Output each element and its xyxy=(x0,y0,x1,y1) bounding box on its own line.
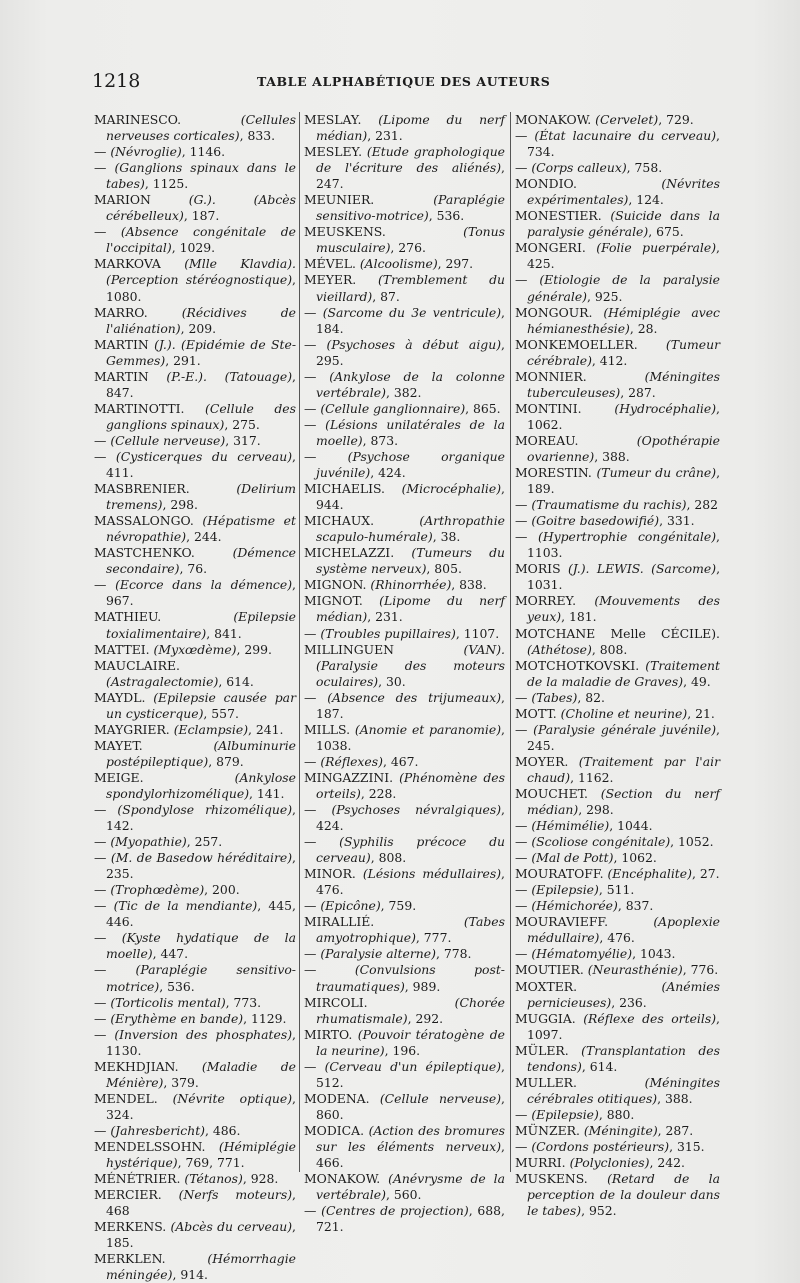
index-entry: — (Centres de projection), 688, 721. xyxy=(304,1203,505,1235)
index-entry: MOYER. (Traitement par l'air chaud), 1162. xyxy=(515,753,720,785)
index-entry: — (Epilepsie), 511. xyxy=(515,882,635,898)
index-entry: MORIS (J.). LEWIS. (Sarcome), 1031. xyxy=(515,561,721,593)
index-entry: — (Torticolis mental), 773. xyxy=(94,994,262,1010)
column-divider xyxy=(299,112,300,1172)
index-entry: — (Ankylose de la colonne vertébrale), 382. xyxy=(304,368,505,400)
index-entry: MATTEI. (Myxœdème), 299. xyxy=(94,641,272,657)
index-entry: — (Lésions unilatérales de la moelle), 873. xyxy=(304,416,505,448)
index-entry: MICHAUX. (Arthropathie scapulo-humérale), 38. xyxy=(304,513,505,545)
index-entry: MARINESCO. (Cellules nerveuses corticales), 833. xyxy=(94,112,296,144)
index-entry: MEUNIER. (Paraplégie sensitivo-motrice), 536. xyxy=(304,192,505,224)
index-entry: MESLEY. (Etude graphologique de l'écriture des aliénés), 247. xyxy=(304,144,506,192)
index-entry: MASSALONGO. (Hépatisme et névropathie), 244. xyxy=(94,513,296,545)
index-entry: MENDELSSOHN. (Hémiplégie hystérique), 769, 771. xyxy=(94,1139,296,1171)
index-entry: MARTIN (J.). (Epidémie de Ste-Gemmes), 291. xyxy=(94,336,297,368)
index-entry: MEKHDJIAN. (Maladie de Ménière), 379. xyxy=(94,1058,296,1090)
index-entry: — (Hématomyélie), 1043. xyxy=(515,946,676,962)
index-entry: MINGAZZINI. (Phénomène des orteils), 228. xyxy=(304,769,505,801)
index-entry: — (Absence congénitale de l'occipital), 1029. xyxy=(94,224,296,256)
index-entry: MARTIN (P.-E.). (Tatouage), 847. xyxy=(94,368,296,400)
index-entry: MINOR. (Lésions médullaires), 476. xyxy=(304,866,505,898)
author-index-columns xyxy=(94,112,734,1283)
index-entry: MONKEMOELLER. (Tumeur cérébrale), 412. xyxy=(515,336,720,368)
index-entry: — (Psychoses à début aigu), 295. xyxy=(304,336,505,368)
index-entry: — (Etiologie de la paralysie générale), 925. xyxy=(515,272,720,304)
index-entry: — (Paralysie générale juvénile), 245. xyxy=(515,721,720,753)
page-header xyxy=(92,70,722,100)
index-entry: MUSKENS. (Retard de la perception de la douleur dans le tabes), 952. xyxy=(515,1171,721,1219)
index-entry: — (Corps calleux), 758. xyxy=(515,160,663,176)
index-entry: MURRI. (Polyclonies), 242. xyxy=(515,1155,685,1171)
index-entry: — (Troubles pupillaires), 1107. xyxy=(304,625,500,641)
page-title: TABLE ALPHABÉTIQUE DES AUTEURS xyxy=(257,74,551,89)
index-entry: MARTINOTTI. (Cellule des ganglions spinaux), 275. xyxy=(94,400,296,432)
index-entry: MASTCHENKO. (Démence secondaire), 76. xyxy=(94,545,296,577)
index-entry: MAYDL. (Epilepsie causée par un cysticerque), 557. xyxy=(94,689,296,721)
index-entry: — (État lacunaire du cerveau), 734. xyxy=(515,128,720,160)
index-entry: — (Absence des trijumeaux), 187. xyxy=(304,689,505,721)
column-divider xyxy=(510,112,511,1172)
index-entry: MODICA. (Action des bromures sur les éléments nerveux), 466. xyxy=(304,1122,506,1171)
index-entry: MONGOUR. (Hémiplégie avec hémianesthésie), 28. xyxy=(515,304,720,336)
index-entry: MOUCHET. (Section du nerf médian), 298. xyxy=(515,785,720,818)
index-entry: — (Spondylose rhizomélique), 142. xyxy=(94,802,296,834)
index-entry: — (Erythème en bande), 1129. xyxy=(94,1010,287,1026)
index-entry: — (Tic de la mendiante), 445, 446. xyxy=(94,898,296,930)
index-entry: MEIGE. (Ankylose spondylorhizomélique), 141. xyxy=(94,769,296,801)
index-entry: MORESTIN. (Tumeur du crâne), 189. xyxy=(515,465,721,497)
index-entry: MAUCLAIRE. (Astragalectomie), 614. xyxy=(94,657,254,689)
index-entry: MONAKOW. (Cervelet), 729. xyxy=(515,112,694,127)
index-entry: MEUSKENS. (Tonus musculaire), 276. xyxy=(304,224,505,256)
index-entry: — (Mal de Pott), 1062. xyxy=(515,850,657,866)
index-entry: — (Psychoses névralgiques), 424. xyxy=(304,802,505,834)
index-column-3 xyxy=(515,112,721,1219)
index-entry: MAYET. (Albuminurie postépileptique), 879. xyxy=(94,737,296,769)
index-entry: MESLAY. (Lipome du nerf médian), 231. xyxy=(304,112,505,144)
index-entry: MOXTER. (Anémies pernicieuses), 236. xyxy=(515,978,720,1010)
index-entry: MERKLEN. (Hémorrhagie méningée), 914. xyxy=(94,1251,296,1283)
index-entry: — (Cordons postérieurs), 315. xyxy=(515,1139,705,1154)
index-entry: MIRCOLI. (Chorée rhumatismale), 292. xyxy=(304,994,505,1026)
index-entry: — (Ecorce dans la démence), 967. xyxy=(94,577,296,609)
index-entry: MONAKOW. (Anévrysme de la vertébrale), 560. xyxy=(304,1171,505,1203)
index-entry: — (Epilepsie), 880. xyxy=(515,1106,635,1122)
index-entry: — (Paraplégie sensitivo-motrice), 536. xyxy=(94,962,296,994)
index-entry: MARKOVA (Mlle Klavdia). (Perception stéréognostique), 1080. xyxy=(94,256,296,304)
index-entry: MÜNZER. (Méningite), 287. xyxy=(515,1122,694,1138)
index-entry: — (Hypertrophie congénitale), 1103. xyxy=(515,529,720,561)
index-entry: MOURAVIEFF. (Apoplexie médullaire), 476. xyxy=(515,914,720,946)
index-entry: — (Goitre basedowifié), 331. xyxy=(515,513,695,529)
index-entry: — (Hémimélie), 1044. xyxy=(515,818,653,834)
index-entry: — (Scoliose congénitale), 1052. xyxy=(515,834,714,850)
index-entry: — (Sarcome du 3e ventricule), 184. xyxy=(304,304,505,336)
index-entry: MÉVEL. (Alcoolisme), 297. xyxy=(304,256,474,272)
index-entry: MOUTIER. (Neurasthénie), 776. xyxy=(515,962,719,978)
index-entry: MIGNON. (Rhinorrhée), 838. xyxy=(304,577,487,593)
index-entry: — (Trophœdème), 200. xyxy=(94,882,240,898)
index-entry: — (Hémichorée), 837. xyxy=(515,898,654,914)
index-entry: — (Kyste hydatique de la moelle), 447. xyxy=(94,930,296,962)
index-entry: MEYER. (Tremblement du vieillard), 87. xyxy=(304,272,505,304)
index-entry: MODENA. (Cellule nerveuse), 860. xyxy=(304,1090,505,1122)
page-number: 1218 xyxy=(92,70,141,92)
index-entry: MICHELAZZI. (Tumeurs du système nerveux), 805. xyxy=(304,545,505,577)
index-entry: — (Réflexes), 467. xyxy=(304,753,419,769)
index-entry: MARION (G.). (Abcès cérébelleux), 187. xyxy=(94,192,296,224)
index-entry: MICHAELIS. (Microcéphalie), 944. xyxy=(304,481,505,513)
index-entry: MÜLER. (Transplantation des tendons), 614. xyxy=(515,1042,720,1074)
index-entry: — (Myopathie), 257. xyxy=(94,834,223,850)
index-entry: MILLS. (Anomie et paranomie), 1038. xyxy=(304,721,505,753)
index-entry: MATHIEU. (Epilepsie toxialimentaire), 841. xyxy=(94,609,296,641)
index-entry: — (Syphilis précoce du cerveau), 808. xyxy=(304,834,505,866)
index-entry: MOTCHANE Melle CÉCILE). (Athétose), 808. xyxy=(515,625,720,657)
index-entry: MIRTO. (Pouvoir tératogène de la neurine), 196. xyxy=(304,1026,505,1058)
index-entry: — (Psychose organique juvénile), 424. xyxy=(304,448,505,481)
index-entry: MOTCHOTKOVSKI. (Traitement de la maladie de Graves), 49. xyxy=(515,657,720,689)
index-entry: MERCIER. (Nerfs moteurs), 468 xyxy=(94,1187,296,1219)
index-entry: — (Tabes), 82. xyxy=(515,689,605,705)
index-entry: — (Convulsions post-traumatiques), 989. xyxy=(304,962,505,994)
index-entry: MOURATOFF. (Encéphalite), 27. xyxy=(515,866,720,882)
index-entry: MONGERI. (Folie puerpérale), 425. xyxy=(515,240,720,272)
index-entry: MARRO. (Récidives de l'aliénation), 209. xyxy=(94,304,297,336)
index-entry: MORREY. (Mouvements des yeux), 181. xyxy=(515,593,720,625)
index-entry: — (Cellule ganglionnaire), 865. xyxy=(304,400,501,416)
index-entry: — (Inversion des phosphates), 1130. xyxy=(94,1026,296,1058)
index-entry: MIGNOT. (Lipome du nerf médian), 231. xyxy=(304,593,505,625)
index-entry: MIRALLIÉ. (Tabes amyotrophique), 777. xyxy=(304,914,505,946)
index-entry: — (Ganglions spinaux dans le tabes), 1125. xyxy=(94,160,296,192)
index-entry: MONNIER. (Méningites tuberculeuses), 287. xyxy=(515,368,720,400)
index-entry: — (Jahresbericht), 486. xyxy=(94,1122,241,1138)
index-entry: MASBRENIER. (Delirium tremens), 298. xyxy=(94,481,296,513)
index-entry: MOREAU. (Opothérapie ovarienne), 388. xyxy=(515,432,720,464)
index-entry: — (Cellule nerveuse), 317. xyxy=(94,432,261,448)
index-entry: MUGGIA. (Réflexe des orteils), 1097. xyxy=(515,1010,720,1042)
index-entry: — (M. de Basedow héréditaire), 235. xyxy=(94,850,296,882)
index-entry: MILLINGUEN (VAN). (Paralysie des moteurs oculaires), 30. xyxy=(304,641,505,689)
index-entry: — (Cerveau d'un épileptique), 512. xyxy=(304,1058,505,1090)
index-entry: MULLER. (Méningites cérébrales otitiques), 388. xyxy=(515,1074,720,1106)
index-entry: — (Cysticerques du cerveau), 411. xyxy=(94,448,296,481)
index-entry: MÉNÉTRIER. (Tétanos), 928. xyxy=(94,1171,279,1187)
index-column-1 xyxy=(94,112,297,1283)
index-entry: MAYGRIER. (Eclampsie), 241. xyxy=(94,721,284,737)
index-entry: MENDEL. (Névrite optique), 324. xyxy=(94,1090,296,1122)
index-entry: MOTT. (Choline et neurine), 21. xyxy=(515,705,715,721)
index-entry: MONTINI. (Hydrocéphalie), 1062. xyxy=(515,400,720,432)
index-entry: MONDIO. (Névrites expérimentales), 124. xyxy=(515,176,720,208)
index-column-2 xyxy=(304,112,506,1235)
index-entry: — (Traumatisme du rachis), 282 xyxy=(515,497,718,513)
index-entry: — (Paralysie alterne), 778. xyxy=(304,946,472,962)
index-entry: MONESTIER. (Suicide dans la paralysie générale), 675. xyxy=(515,208,720,240)
index-entry: — (Névroglie), 1146. xyxy=(94,144,226,160)
index-entry: — (Epicône), 759. xyxy=(304,898,417,914)
index-entry: MERKENS. (Abcès du cerveau), 185. xyxy=(94,1219,296,1251)
